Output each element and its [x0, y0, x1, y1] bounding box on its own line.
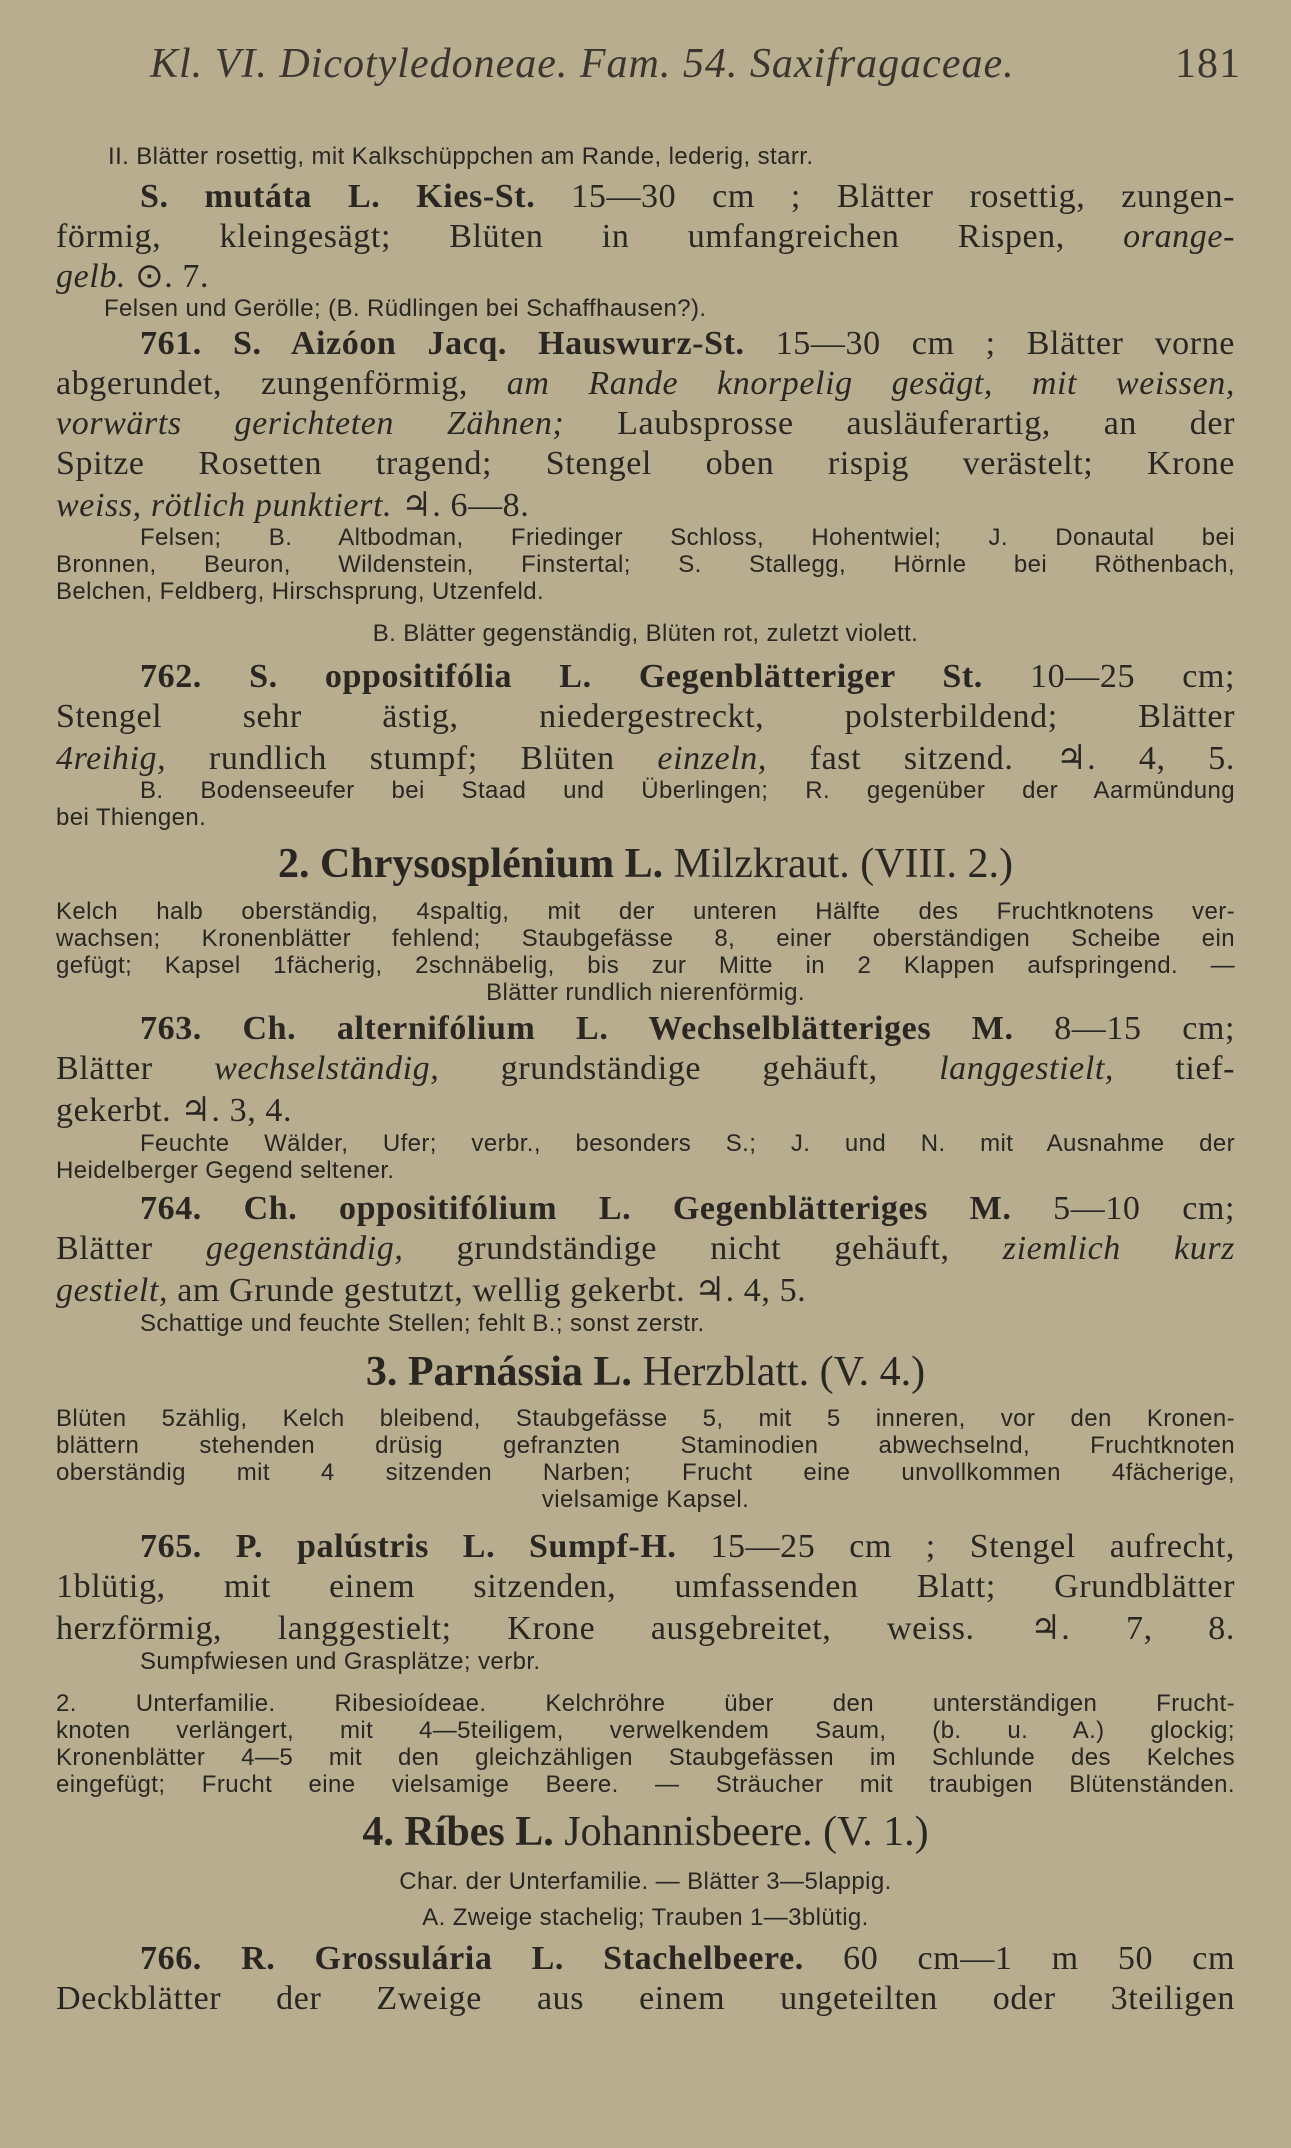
genus-description: wachsen; Kronenblätter fehlend; Staubgefässe 8, einer oberständigen Scheibe ein: [56, 925, 1235, 952]
locality-line: Felsen; B. Altbodman, Friedinger Schloss, Hohentwiel; J. Donautal bei: [140, 524, 1235, 551]
locality-line: Bronnen, Beuron, Wildenstein, Finstertal; S. Stallegg, Hörnle bei Röthenbach,: [56, 551, 1235, 578]
genus-description: vielsamige Kapsel.: [541, 1486, 750, 1513]
key-line: B. Blätter gegenständig, Blüten rot, zuletzt violett.: [372, 620, 919, 647]
entry-line: 762. S. oppositifólia L. Gegenblätteriger St. 10—25 cm;: [140, 658, 1236, 695]
key-line: II. Blätter rosettig, mit Kalkschüppchen am Rande, lederig, starr.: [108, 143, 814, 170]
entry-line: 764. Ch. oppositifólium L. Gegenblätteriges M. 5—10 cm;: [140, 1190, 1236, 1227]
entry-line: 765. P. palústris L. Sumpf-H. 15—25 cm ; Stengel aufrecht,: [140, 1528, 1235, 1565]
entry-line: gekerbt. ♃. 3, 4.: [56, 1092, 293, 1129]
locality-line: B. Bodenseeufer bei Staad und Überlingen; R. gegenüber der Aarmündung: [140, 777, 1235, 804]
entry-line: Blätter gegenständig, grundständige nicht gehäuft, ziemlich kurz: [56, 1230, 1235, 1267]
entry-line: 4reihig, rundlich stumpf; Blüten einzeln, fast sitzend. ♃. 4, 5.: [56, 740, 1235, 777]
genus-description: oberständig mit 4 sitzenden Narben; Frucht eine unvollkommen 4fächerige,: [56, 1459, 1235, 1486]
genus-heading: 2. Chrysosplénium L. Milzkraut. (VIII. 2.): [278, 841, 1013, 887]
entry-line: Blätter wechselständig, grundständige gehäuft, langgestielt, tief-: [56, 1050, 1235, 1087]
genus-description: gefügt; Kapsel 1fächerig, 2schnäbelig, bis zur Mitte in 2 Klappen aufspringend. —: [56, 952, 1235, 979]
genus-description: Blüten 5zählig, Kelch bleibend, Staubgefässe 5, mit 5 inneren, vor den Kronen-: [56, 1405, 1235, 1432]
entry-line: abgerundet, zungenförmig, am Rande knorpelig gesägt, mit weissen,: [56, 365, 1235, 402]
entry-line: förmig, kleingesägt; Blüten in umfangreichen Rispen, orange-: [56, 218, 1235, 255]
page-number: 181: [1175, 41, 1241, 87]
entry-line: vorwärts gerichteten Zähnen; Laubsprosse ausläuferartig, an der: [56, 405, 1236, 442]
locality-line: Felsen und Gerölle; (B. Rüdlingen bei Schaffhausen?).: [104, 295, 707, 322]
subfamily-description: Kronenblätter 4—5 mit den gleichzähligen Staubgefässen im Schlunde des Kelches: [56, 1744, 1235, 1771]
running-header: [150, 40, 1241, 88]
entry-line: gestielt, am Grunde gestutzt, wellig gekerbt. ♃. 4, 5.: [56, 1272, 807, 1309]
locality-line: Heidelberger Gegend seltener.: [56, 1157, 395, 1184]
genus-description: Char. der Unterfamilie. — Blätter 3—5lappig.: [399, 1868, 892, 1895]
header-title: Kl. VI. Dicotyledoneae. Fam. 54. Saxifragaceae.: [150, 41, 1015, 87]
entry-line: gelb. ⊙. 7.: [56, 258, 210, 295]
entry-line: herzförmig, langgestielt; Krone ausgebreitet, weiss. ♃. 7, 8.: [56, 1610, 1235, 1647]
key-line: A. Zweige stachelig; Trauben 1—3blütig.: [422, 1904, 869, 1931]
subfamily-description: 2. Unterfamilie. Ribesioídeae. Kelchröhre über den unterständigen Frucht-: [56, 1690, 1235, 1717]
locality-line: Belchen, Feldberg, Hirschsprung, Utzenfeld.: [56, 578, 545, 605]
entry-line: 766. R. Grossulária L. Stachelbeere. 60 cm—1 m 50 cm: [140, 1940, 1235, 1977]
locality-line: Sumpfwiesen und Grasplätze; verbr.: [140, 1648, 541, 1675]
locality-line: bei Thiengen.: [56, 804, 207, 831]
entry-line: Stengel sehr ästig, niedergestreckt, polsterbildend; Blätter: [56, 698, 1235, 735]
entry-line: Spitze Rosetten tragend; Stengel oben rispig verästelt; Krone: [56, 445, 1235, 482]
entry-line: 1blütig, mit einem sitzenden, umfassenden Blatt; Grundblätter: [56, 1568, 1235, 1605]
subfamily-description: eingefügt; Frucht eine vielsamige Beere. — Sträucher mit traubigen Blütenständen.: [56, 1771, 1235, 1798]
locality-line: Schattige und feuchte Stellen; fehlt B.; sonst zerstr.: [140, 1310, 705, 1337]
genus-heading: 4. Ríbes L. Johannisbeere. (V. 1.): [362, 1809, 929, 1855]
entry-line: weiss, rötlich punktiert. ♃. 6—8.: [56, 487, 530, 524]
genus-description: blättern stehenden drüsig gefranzten Staminodien abwechselnd, Fruchtknoten: [56, 1432, 1235, 1459]
entry-line: 761. S. Aizóon Jacq. Hauswurz-St. 15—30 cm ; Blätter vorne: [140, 325, 1236, 362]
entry-line: 763. Ch. alternifólium L. Wechselblätteriges M. 8—15 cm;: [140, 1010, 1235, 1047]
genus-heading: 3. Parnássia L. Herzblatt. (V. 4.): [365, 1349, 926, 1395]
entry-line: S. mutáta L. Kies-St. 15—30 cm ; Blätter rosettig, zungen-: [140, 178, 1235, 215]
genus-description: Kelch halb oberständig, 4spaltig, mit der unteren Hälfte des Fruchtknotens ver-: [56, 898, 1235, 925]
entry-line: Deckblätter der Zweige aus einem ungeteilten oder 3teiligen: [56, 1980, 1235, 2017]
subfamily-description: knoten verlängert, mit 4—5teiligem, verwelkendem Saum, (b. u. A.) glockig;: [56, 1717, 1235, 1744]
genus-description: Blätter rundlich nierenförmig.: [486, 979, 805, 1006]
locality-line: Feuchte Wälder, Ufer; verbr., besonders S.; J. und N. mit Ausnahme der: [140, 1130, 1235, 1157]
